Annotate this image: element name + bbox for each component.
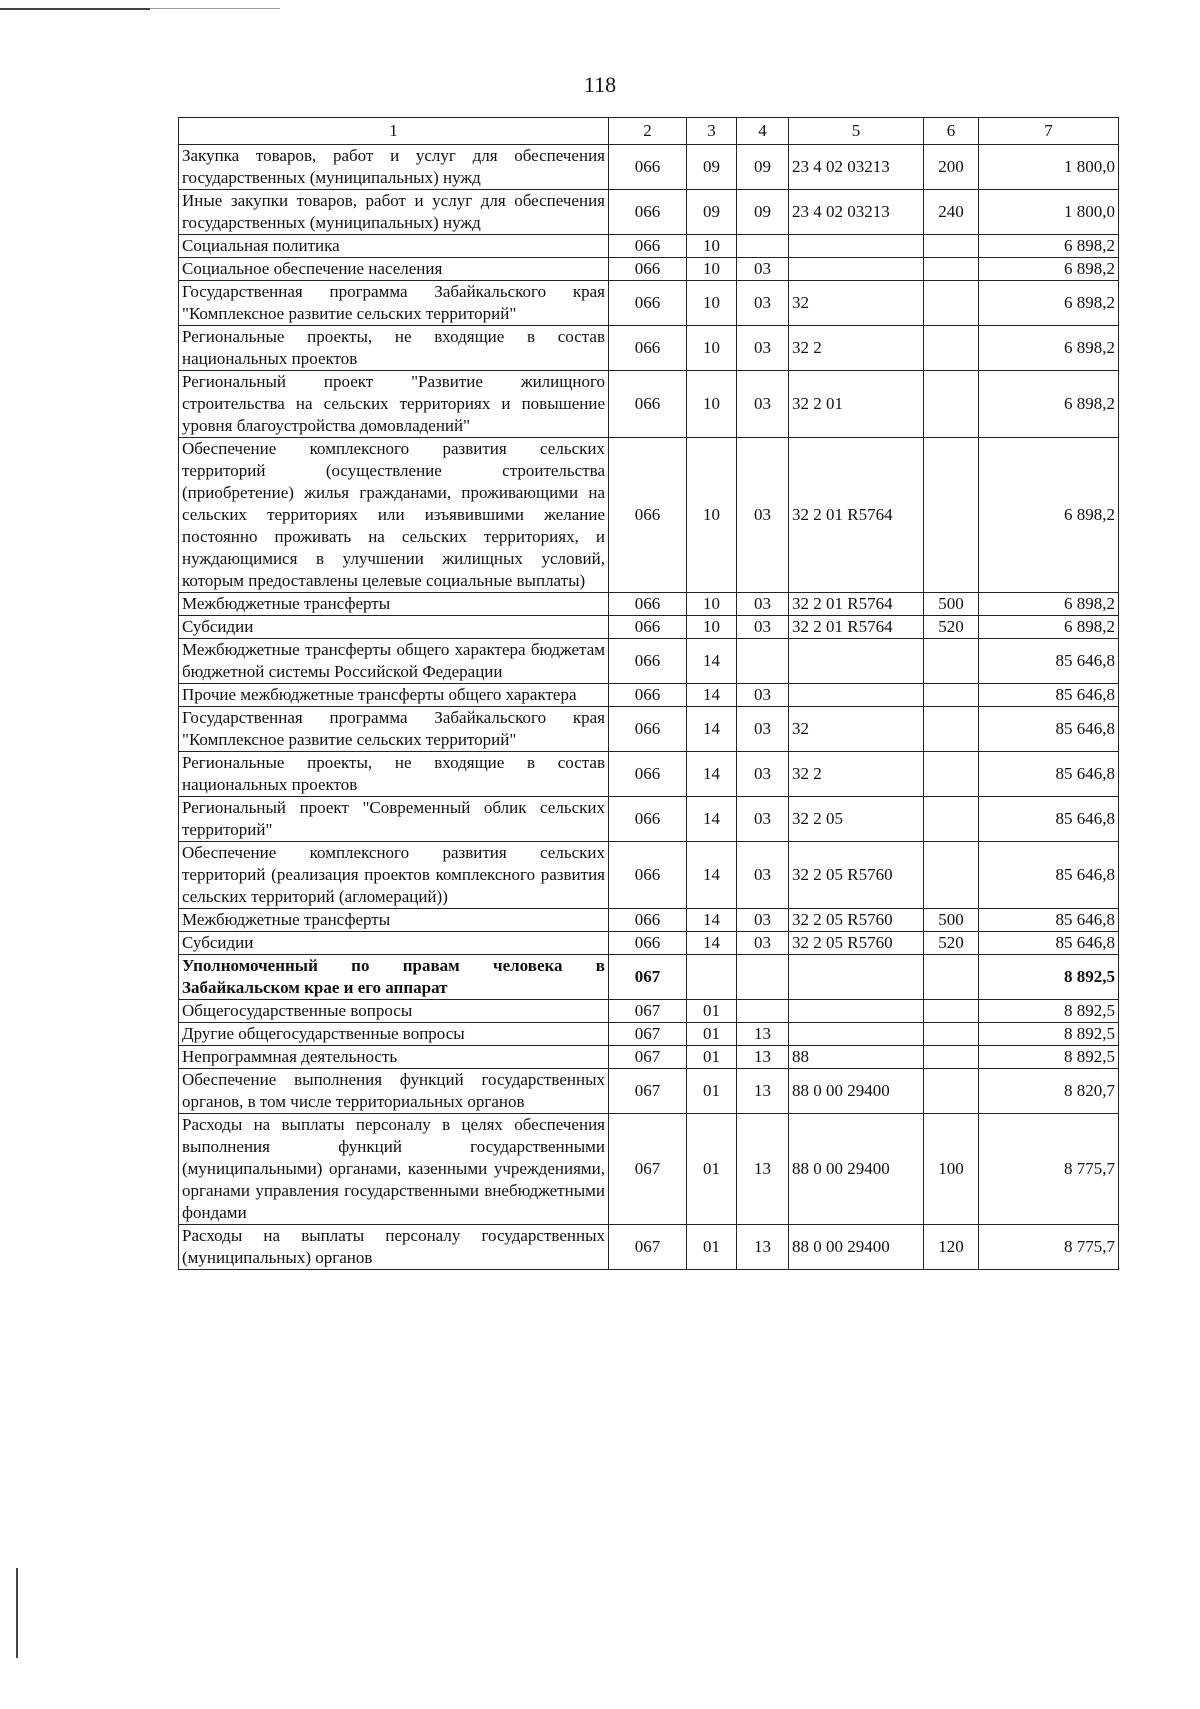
- row-expense-type-cell: [924, 842, 979, 909]
- row-code-cell: 066: [609, 932, 687, 955]
- row-code-cell: 066: [609, 326, 687, 371]
- row-section-cell: 09: [687, 145, 737, 190]
- row-expense-type-cell: 240: [924, 190, 979, 235]
- row-subsection-cell: 03: [737, 371, 789, 438]
- row-code-cell: 066: [609, 371, 687, 438]
- table-row: [179, 955, 1119, 1000]
- column-header-7: 7: [979, 118, 1119, 145]
- row-code-cell: 066: [609, 842, 687, 909]
- row-name-cell: Непрограммная деятельность: [179, 1046, 609, 1069]
- row-name-cell: Региональный проект "Современный облик сельских территорий": [179, 797, 609, 842]
- column-header-1: 1: [179, 118, 609, 145]
- row-code-cell: 066: [609, 190, 687, 235]
- row-amount-cell: 85 646,8: [979, 752, 1119, 797]
- row-subsection-cell: [737, 235, 789, 258]
- row-expense-type-cell: 520: [924, 616, 979, 639]
- row-code-cell: 067: [609, 1046, 687, 1069]
- row-name-cell: Расходы на выплаты персоналу в целях обеспечения выполнения функций государственными (муниципальными) органами, казенными учреждениями, органами управления государственными внебюджетными фондами: [179, 1114, 609, 1225]
- row-target-cell: [789, 235, 924, 258]
- row-name-cell: Социальная политика: [179, 235, 609, 258]
- row-code-cell: 066: [609, 797, 687, 842]
- row-name-cell: Прочие межбюджетные трансферты общего характера: [179, 684, 609, 707]
- row-code-cell: 066: [609, 281, 687, 326]
- row-expense-type-cell: [924, 684, 979, 707]
- row-expense-type-cell: 100: [924, 1114, 979, 1225]
- table-row: [179, 1046, 1119, 1069]
- row-amount-cell: 6 898,2: [979, 593, 1119, 616]
- row-target-cell: 32 2 01 R5764: [789, 438, 924, 593]
- row-target-cell: [789, 258, 924, 281]
- table-row: [179, 909, 1119, 932]
- table-row: [179, 190, 1119, 235]
- row-target-cell: 32 2 05 R5760: [789, 909, 924, 932]
- row-subsection-cell: 03: [737, 909, 789, 932]
- row-name-cell: Обеспечение выполнения функций государственных органов, в том числе территориальных органов: [179, 1069, 609, 1114]
- row-expense-type-cell: [924, 752, 979, 797]
- row-expense-type-cell: [924, 326, 979, 371]
- row-subsection-cell: [737, 639, 789, 684]
- row-code-cell: 066: [609, 752, 687, 797]
- table-row: [179, 235, 1119, 258]
- row-amount-cell: 85 646,8: [979, 932, 1119, 955]
- row-amount-cell: 1 800,0: [979, 190, 1119, 235]
- table-row: [179, 281, 1119, 326]
- row-expense-type-cell: [924, 797, 979, 842]
- row-section-cell: 10: [687, 326, 737, 371]
- row-name-cell: Другие общегосударственные вопросы: [179, 1023, 609, 1046]
- row-amount-cell: 85 646,8: [979, 707, 1119, 752]
- row-section-cell: 01: [687, 1000, 737, 1023]
- table-body: [179, 145, 1119, 1270]
- row-expense-type-cell: 200: [924, 145, 979, 190]
- row-expense-type-cell: [924, 955, 979, 1000]
- table-row: [179, 842, 1119, 909]
- row-subsection-cell: 03: [737, 752, 789, 797]
- row-expense-type-cell: 520: [924, 932, 979, 955]
- row-section-cell: 10: [687, 616, 737, 639]
- table-row: [179, 1114, 1119, 1225]
- row-subsection-cell: 03: [737, 707, 789, 752]
- row-target-cell: [789, 955, 924, 1000]
- row-section-cell: 01: [687, 1114, 737, 1225]
- row-section-cell: 01: [687, 1023, 737, 1046]
- row-section-cell: 10: [687, 593, 737, 616]
- row-subsection-cell: 03: [737, 932, 789, 955]
- row-subsection-cell: 03: [737, 842, 789, 909]
- row-subsection-cell: 03: [737, 258, 789, 281]
- row-amount-cell: 85 646,8: [979, 909, 1119, 932]
- row-target-cell: 23 4 02 03213: [789, 145, 924, 190]
- budget-table: [178, 117, 1119, 1270]
- row-target-cell: 32 2 05: [789, 797, 924, 842]
- row-subsection-cell: 13: [737, 1114, 789, 1225]
- row-name-cell: Государственная программа Забайкальского края "Комплексное развитие сельских территорий": [179, 281, 609, 326]
- row-amount-cell: 6 898,2: [979, 438, 1119, 593]
- page-number: 118: [583, 72, 617, 97]
- row-name-cell: Закупка товаров, работ и услуг для обеспечения государственных (муниципальных) нужд: [179, 145, 609, 190]
- table-header-row: [179, 118, 1119, 145]
- column-header-4: 4: [737, 118, 789, 145]
- scan-artifact-top-line: [0, 8, 150, 10]
- row-target-cell: 32 2 05 R5760: [789, 932, 924, 955]
- row-section-cell: 09: [687, 190, 737, 235]
- row-code-cell: 066: [609, 707, 687, 752]
- row-target-cell: [789, 1023, 924, 1046]
- row-target-cell: 32 2 01 R5764: [789, 616, 924, 639]
- table-row: [179, 371, 1119, 438]
- row-name-cell: Уполномоченный по правам человека в Забайкальском крае и его аппарат: [179, 955, 609, 1000]
- table-row: [179, 326, 1119, 371]
- row-target-cell: 32 2: [789, 326, 924, 371]
- row-name-cell: Региональные проекты, не входящие в состав национальных проектов: [179, 326, 609, 371]
- row-section-cell: 10: [687, 438, 737, 593]
- table-row: [179, 145, 1119, 190]
- row-subsection-cell: 13: [737, 1069, 789, 1114]
- row-section-cell: 14: [687, 639, 737, 684]
- row-code-cell: 066: [609, 684, 687, 707]
- row-name-cell: Региональный проект "Развитие жилищного строительства на сельских территориях и повышение уровня благоустройства домовладений": [179, 371, 609, 438]
- table-row: [179, 1000, 1119, 1023]
- row-target-cell: 88: [789, 1046, 924, 1069]
- row-target-cell: [789, 639, 924, 684]
- scan-artifact-left-mark: [16, 1568, 18, 1658]
- table-row: [179, 797, 1119, 842]
- table-row: [179, 258, 1119, 281]
- row-amount-cell: 6 898,2: [979, 371, 1119, 438]
- column-header-2: 2: [609, 118, 687, 145]
- row-section-cell: 10: [687, 371, 737, 438]
- row-amount-cell: 85 646,8: [979, 797, 1119, 842]
- row-code-cell: 067: [609, 1114, 687, 1225]
- row-expense-type-cell: [924, 235, 979, 258]
- row-expense-type-cell: [924, 707, 979, 752]
- row-name-cell: Межбюджетные трансферты: [179, 593, 609, 616]
- row-amount-cell: 8 892,5: [979, 955, 1119, 1000]
- table-row: [179, 438, 1119, 593]
- row-section-cell: 14: [687, 752, 737, 797]
- row-code-cell: 066: [609, 639, 687, 684]
- row-expense-type-cell: 120: [924, 1225, 979, 1270]
- row-subsection-cell: 13: [737, 1046, 789, 1069]
- row-amount-cell: 8 820,7: [979, 1069, 1119, 1114]
- row-amount-cell: 8 775,7: [979, 1114, 1119, 1225]
- row-subsection-cell: 09: [737, 190, 789, 235]
- row-expense-type-cell: 500: [924, 909, 979, 932]
- row-target-cell: 88 0 00 29400: [789, 1069, 924, 1114]
- row-subsection-cell: 03: [737, 684, 789, 707]
- row-code-cell: 066: [609, 438, 687, 593]
- table-row: [179, 1069, 1119, 1114]
- scan-artifact-top-line-2: [150, 8, 280, 9]
- row-expense-type-cell: [924, 639, 979, 684]
- row-target-cell: [789, 684, 924, 707]
- row-expense-type-cell: [924, 438, 979, 593]
- row-code-cell: 066: [609, 145, 687, 190]
- row-name-cell: Социальное обеспечение населения: [179, 258, 609, 281]
- row-section-cell: 01: [687, 1225, 737, 1270]
- row-section-cell: [687, 955, 737, 1000]
- row-subsection-cell: 03: [737, 281, 789, 326]
- row-name-cell: Субсидии: [179, 616, 609, 639]
- row-name-cell: Межбюджетные трансферты: [179, 909, 609, 932]
- row-code-cell: 067: [609, 1225, 687, 1270]
- row-target-cell: 32 2 05 R5760: [789, 842, 924, 909]
- row-target-cell: 32 2 01: [789, 371, 924, 438]
- row-code-cell: 066: [609, 235, 687, 258]
- row-name-cell: Обеспечение комплексного развития сельских территорий (реализация проектов комплексного развития сельских территорий (агломераций)): [179, 842, 609, 909]
- row-name-cell: Межбюджетные трансферты общего характера бюджетам бюджетной системы Российской Федерации: [179, 639, 609, 684]
- row-section-cell: 01: [687, 1046, 737, 1069]
- table-row: [179, 707, 1119, 752]
- table-row: [179, 593, 1119, 616]
- row-section-cell: 14: [687, 932, 737, 955]
- row-code-cell: 066: [609, 258, 687, 281]
- row-target-cell: [789, 1000, 924, 1023]
- row-expense-type-cell: [924, 1000, 979, 1023]
- row-expense-type-cell: [924, 258, 979, 281]
- row-name-cell: Обеспечение комплексного развития сельских территорий (осуществление строительства (приобретение) жилья гражданами, проживающими на сельских территориях или изъявившими желание постоянно проживать на сельских территориях, и нуждающимися в улучшении жилищных условий, которым предоставлены целевые социальные выплаты): [179, 438, 609, 593]
- row-target-cell: 32: [789, 707, 924, 752]
- row-expense-type-cell: [924, 281, 979, 326]
- row-name-cell: Региональные проекты, не входящие в состав национальных проектов: [179, 752, 609, 797]
- row-subsection-cell: [737, 1000, 789, 1023]
- column-header-6: 6: [924, 118, 979, 145]
- row-code-cell: 067: [609, 955, 687, 1000]
- row-subsection-cell: 03: [737, 593, 789, 616]
- row-name-cell: Государственная программа Забайкальского края "Комплексное развитие сельских территорий": [179, 707, 609, 752]
- row-amount-cell: 8 775,7: [979, 1225, 1119, 1270]
- row-amount-cell: 6 898,2: [979, 258, 1119, 281]
- row-name-cell: Иные закупки товаров, работ и услуг для обеспечения государственных (муниципальных) нужд: [179, 190, 609, 235]
- row-target-cell: 32 2 01 R5764: [789, 593, 924, 616]
- row-section-cell: 14: [687, 797, 737, 842]
- row-amount-cell: 6 898,2: [979, 235, 1119, 258]
- table-row: [179, 616, 1119, 639]
- table-row: [179, 639, 1119, 684]
- row-amount-cell: 8 892,5: [979, 1046, 1119, 1069]
- row-subsection-cell: 03: [737, 326, 789, 371]
- row-code-cell: 066: [609, 593, 687, 616]
- column-header-5: 5: [789, 118, 924, 145]
- row-expense-type-cell: [924, 1069, 979, 1114]
- row-section-cell: 14: [687, 909, 737, 932]
- row-amount-cell: 6 898,2: [979, 616, 1119, 639]
- row-code-cell: 067: [609, 1000, 687, 1023]
- row-section-cell: 10: [687, 258, 737, 281]
- table-row: [179, 932, 1119, 955]
- table-row: [179, 1023, 1119, 1046]
- row-expense-type-cell: [924, 1023, 979, 1046]
- row-name-cell: Субсидии: [179, 932, 609, 955]
- row-amount-cell: 6 898,2: [979, 326, 1119, 371]
- row-code-cell: 067: [609, 1023, 687, 1046]
- table-row: [179, 684, 1119, 707]
- row-target-cell: 32 2: [789, 752, 924, 797]
- row-subsection-cell: 09: [737, 145, 789, 190]
- row-target-cell: 88 0 00 29400: [789, 1225, 924, 1270]
- row-expense-type-cell: 500: [924, 593, 979, 616]
- row-name-cell: Расходы на выплаты персоналу государственных (муниципальных) органов: [179, 1225, 609, 1270]
- table-row: [179, 1225, 1119, 1270]
- row-subsection-cell: 03: [737, 797, 789, 842]
- row-section-cell: 01: [687, 1069, 737, 1114]
- row-amount-cell: 8 892,5: [979, 1000, 1119, 1023]
- row-section-cell: 10: [687, 281, 737, 326]
- row-subsection-cell: 13: [737, 1225, 789, 1270]
- row-name-cell: Общегосударственные вопросы: [179, 1000, 609, 1023]
- row-amount-cell: 1 800,0: [979, 145, 1119, 190]
- column-header-3: 3: [687, 118, 737, 145]
- row-expense-type-cell: [924, 1046, 979, 1069]
- row-target-cell: 23 4 02 03213: [789, 190, 924, 235]
- row-code-cell: 067: [609, 1069, 687, 1114]
- table-row: [179, 752, 1119, 797]
- row-subsection-cell: [737, 955, 789, 1000]
- row-code-cell: 066: [609, 909, 687, 932]
- row-target-cell: 32: [789, 281, 924, 326]
- row-amount-cell: 8 892,5: [979, 1023, 1119, 1046]
- row-amount-cell: 6 898,2: [979, 281, 1119, 326]
- row-subsection-cell: 03: [737, 616, 789, 639]
- row-amount-cell: 85 646,8: [979, 684, 1119, 707]
- row-section-cell: 14: [687, 707, 737, 752]
- row-target-cell: 88 0 00 29400: [789, 1114, 924, 1225]
- row-amount-cell: 85 646,8: [979, 842, 1119, 909]
- row-subsection-cell: 03: [737, 438, 789, 593]
- row-section-cell: 14: [687, 684, 737, 707]
- row-subsection-cell: 13: [737, 1023, 789, 1046]
- row-section-cell: 10: [687, 235, 737, 258]
- row-expense-type-cell: [924, 371, 979, 438]
- row-amount-cell: 85 646,8: [979, 639, 1119, 684]
- row-section-cell: 14: [687, 842, 737, 909]
- row-code-cell: 066: [609, 616, 687, 639]
